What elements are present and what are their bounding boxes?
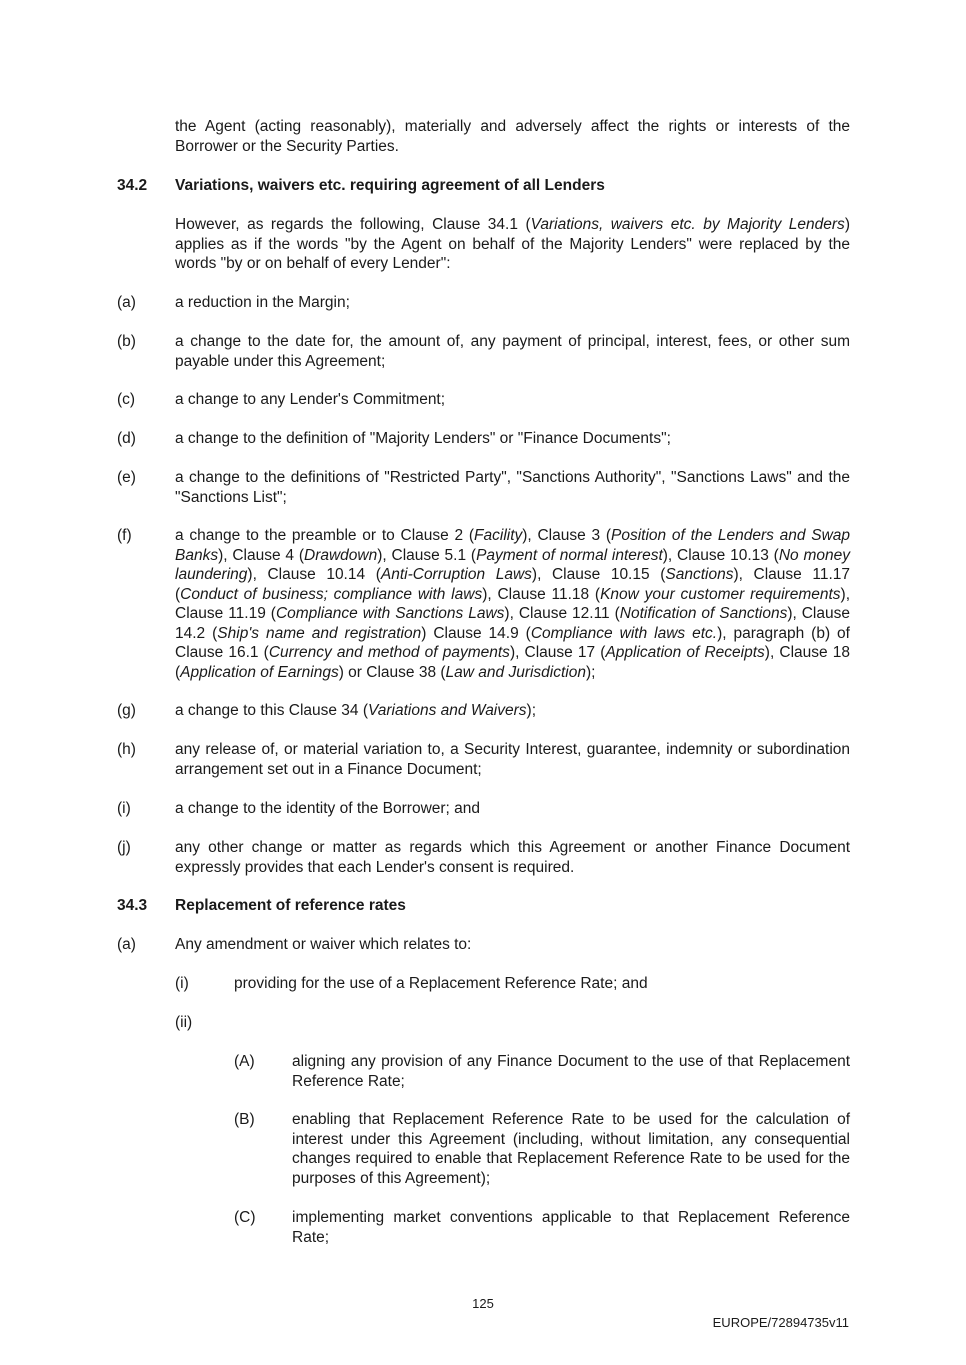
item-text-d: a change to the definition of "Majority Lenders" or "Finance Documents"; [175, 430, 671, 447]
section-heading-34-2: Variations, waivers etc. requiring agreement of all Lenders [175, 177, 605, 194]
item-label-j: (j) [117, 839, 131, 856]
page-number: 125 [472, 1296, 494, 1311]
item-label-e: (e) [117, 469, 136, 486]
section-heading-34-3: Replacement of reference rates [175, 897, 406, 914]
subsub-text-B: enabling that Replacement Reference Rate to be used for the calculation of interest under this Agreement (including, without limitation, any consequential changes required to enable that Replacement Reference Rate to be used for the purposes of this Agreement); [292, 1111, 850, 1187]
item-text-34-3-a: Any amendment or waiver which relates to: [175, 936, 472, 953]
section-number-34-2: 34.2 [117, 177, 148, 194]
item-label-g: (g) [117, 702, 136, 719]
item-text-i: a change to the identity of the Borrower; and [175, 800, 481, 817]
item-text-f: a change to the preamble or to Clause 2 (Facility), Clause 3 (Position of the Lenders and Swap Banks), Clause 4 (Drawdown), Clause 5.1 (Payment of normal interest), Clause 10.13 (No money laundering), Clause 10.14 (Anti-Corruption Laws), Clause 10.15 (Sanctions), Clause 11.17 (Conduct of business; compliance with laws), Clause 11.18 (Know your customer requirements), Clause 11.19 (Compliance with Sanctions Laws), Clause 12.11 (Notification of Sanctions), Clause 14.2 (Ship's name and registration) Clause 14.9 (Compliance with laws etc.), paragraph (b) of Clause 16.1 (Currency and method of payments), Clause 17 (Application of Receipts), Clause 18 (Application of Earnings) or Clause 38 (Law and Jurisdiction); [175, 527, 851, 681]
item-text-a: a reduction in the Margin; [175, 294, 350, 311]
item-text-h: any release of, or material variation to, a Security Interest, guarantee, indemnity or subordination arrangement set out in a Finance Document; [175, 741, 850, 778]
item-label-a: (a) [117, 294, 136, 311]
item-text-e: a change to the definitions of "Restricted Party", "Sanctions Authority", "Sanctions Laws" and the "Sanctions List"; [175, 469, 850, 506]
item-text-b: a change to the date for, the amount of, any payment of principal, interest, fees, or other sum payable under this Agreement; [175, 333, 850, 370]
section-34-2-intro: However, as regards the following, Clause 34.1 (Variations, waivers etc. by Majority Lenders) applies as if the words "by the Agent on behalf of the Majority Lenders" were replaced by the words "by or on behalf of every Lender": [175, 216, 850, 272]
document-reference: EUROPE/72894735v11 [712, 1315, 849, 1330]
subsub-label-C: (C) [234, 1209, 256, 1226]
item-text-c: a change to any Lender's Commitment; [175, 391, 446, 408]
subitem-label-i: (i) [175, 975, 189, 992]
item-label-b: (b) [117, 333, 136, 350]
item-label-c: (c) [117, 391, 136, 408]
intro-paragraph: the Agent (acting reasonably), materially and adversely affect the rights or interests of the Borrower or the Security Parties. [175, 118, 850, 155]
subsub-text-C: implementing market conventions applicable to that Replacement Reference Rate; [292, 1209, 850, 1246]
item-text-g: a change to this Clause 34 (Variations and Waivers); [175, 702, 537, 719]
subsub-text-A: aligning any provision of any Finance Document to the use of that Replacement Reference Rate; [292, 1053, 850, 1090]
subitem-text-i: providing for the use of a Replacement Reference Rate; and [234, 975, 648, 992]
subitem-label-ii: (ii) [175, 1014, 193, 1031]
item-text-j: any other change or matter as regards which this Agreement or another Finance Document expressly provides that each Lender's consent is required. [175, 839, 850, 876]
subsub-label-A: (A) [234, 1053, 255, 1070]
item-label-34-3-a: (a) [117, 936, 136, 953]
item-label-h: (h) [117, 741, 136, 758]
item-label-f: (f) [117, 527, 132, 544]
subsub-label-B: (B) [234, 1111, 255, 1128]
section-number-34-3: 34.3 [117, 897, 148, 914]
item-label-d: (d) [117, 430, 136, 447]
item-label-i: (i) [117, 800, 131, 817]
